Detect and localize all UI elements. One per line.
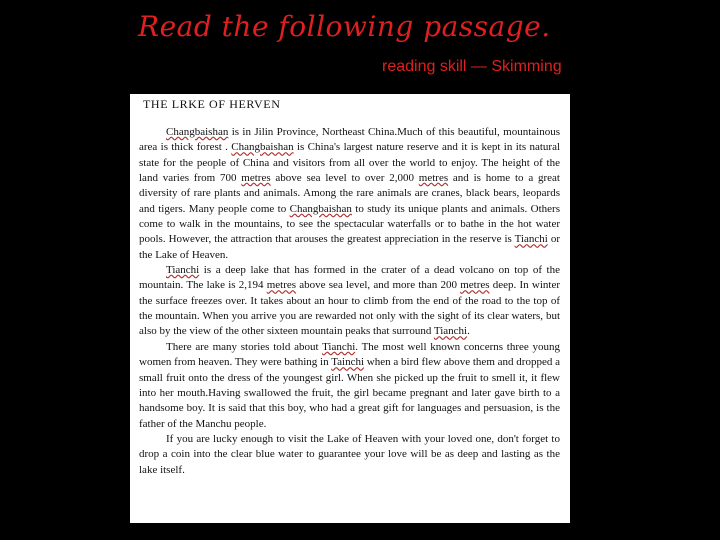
passage-paragraph xyxy=(139,432,560,478)
paragraph-text: is in Jilin Province, Northeast China.Much of this beautiful, mountainous area is thick forest . xyxy=(139,126,560,154)
underlined-word: Changbaishan xyxy=(231,141,294,154)
passage-paragraph xyxy=(139,340,560,432)
paragraph-text: If you are lucky enough to visit the Lake of Heaven with your loved one, don't forget to drop a coin into the clear blue water to guarantee your love will be as deep and lasting as the lake itself. xyxy=(139,432,560,476)
paragraph-text: . The most well known concerns three young women from heaven. They were bathing in xyxy=(139,340,560,369)
passage-document xyxy=(130,94,570,523)
underlined-word: Tianchi xyxy=(514,233,548,246)
passage-paragraph xyxy=(139,263,560,340)
passage-title: THE LRKE OF HERVEN xyxy=(143,97,281,111)
underlined-word: metres xyxy=(460,279,490,292)
paragraph-text: . xyxy=(467,325,470,338)
underlined-word: Changbaishan xyxy=(289,202,352,215)
passage-body xyxy=(139,125,560,478)
paragraph-text: to study its unique plants and animals. Others come to walk in the mountains, to see the spectacular waterfalls or to bathe in the hot water pools. However, the attraction that arouses the greatest appreciation in the reserve is xyxy=(139,202,560,246)
paragraph-text: when a bird flew above them and dropped a small fruit onto the dress of the youngest girl. When she picked up the fruit to smell it, it flew into her mouth.Having swallowed the fruit, the girl became pregnant and later gave birth to a handsome boy. It is said that this boy, who had a great gift for languages and persuasion, is the father of the Manchu people. xyxy=(139,356,560,430)
underlined-word: metres xyxy=(266,279,297,292)
underlined-word: Tainchi xyxy=(331,356,365,369)
paragraph-text: above sea level to over 2,000 xyxy=(270,172,419,185)
slide-title: Read the following passage. xyxy=(138,10,551,43)
underlined-word: metres xyxy=(241,172,271,185)
slide-subtitle: reading skill — Skimming xyxy=(382,58,562,75)
paragraph-text: is China's largest nature reserve and it is kept in its natural state for the people of China and visitors from all over the world to enjoy. The height of the land varies from 700 xyxy=(139,141,561,185)
paragraph-text: There are many stories told about xyxy=(166,340,323,353)
underlined-word: Tianchi xyxy=(433,325,468,338)
underlined-word: Tianchi xyxy=(166,264,200,277)
paragraph-text: is a deep lake that has formed in the crater of a dead volcano on top of the mountain. The lake is 2,194 xyxy=(139,264,560,292)
paragraph-text: above sea level, and more than 200 xyxy=(296,279,461,292)
paragraph-text: or the Lake of Heaven. xyxy=(139,233,560,261)
underlined-word: Changbaishan xyxy=(166,126,229,138)
underlined-word: Tianchi xyxy=(322,340,356,353)
underlined-word: metres xyxy=(418,172,449,185)
paragraph-text: deep. In winter the surface freezes over. It takes about an hour to climb from the end of the road to the top of the mountain. When you arrive you are rewarded not only with the sight of its clear waters, but also by the view of the other sixteen mountain peaks that surround xyxy=(139,279,560,338)
passage-paragraph xyxy=(139,125,560,263)
paragraph-text: and is home to a great diversity of rare plants and animals. Among the rare animals are cranes, black bears, leopards and tigers. Many people come to xyxy=(139,172,560,215)
